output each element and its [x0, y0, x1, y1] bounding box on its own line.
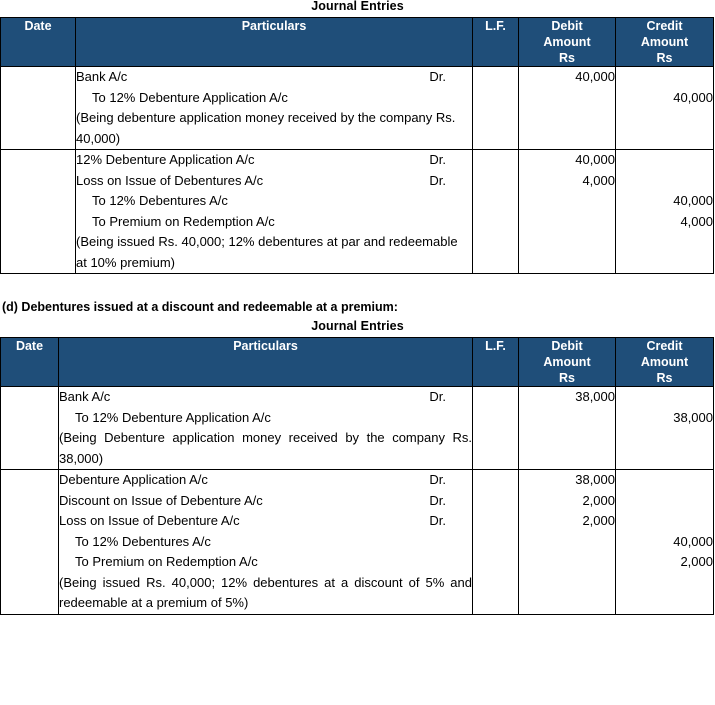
debit-label-line3: Rs: [559, 51, 575, 65]
journal-line: [59, 511, 472, 532]
credit-value: 40,000: [673, 89, 713, 105]
table-row: [1, 387, 714, 470]
debit-value: 38,000: [575, 472, 615, 487]
credit-label-line3: Rs: [656, 371, 673, 385]
debit-value: 40,000: [575, 152, 615, 167]
credit-label-line2: Amount: [640, 355, 689, 369]
cell-lf: [473, 387, 519, 470]
table-2-body: [1, 387, 714, 615]
journal-line: [76, 88, 472, 109]
debit-label-line1: Debit: [551, 339, 583, 353]
credit-label-line2: Amount: [640, 35, 689, 49]
column-header-debit-amount: [519, 338, 616, 387]
cell-lf: [473, 470, 519, 615]
account-name: Loss on Issue of Debenture A/c: [59, 513, 240, 528]
account-name: To 12% Debenture Application A/c: [75, 409, 271, 425]
cell-date: [1, 150, 76, 274]
credit-value: 38,000: [673, 409, 713, 425]
table-row: [1, 150, 714, 274]
debit-label-line2: Amount: [543, 35, 591, 49]
credit-value: 4,000: [680, 213, 713, 229]
credit-label-line3: Rs: [656, 51, 673, 65]
debit-value: 40,000: [575, 69, 615, 84]
account-name: To 12% Debenture Application A/c: [92, 89, 288, 105]
cell-particulars: [76, 150, 473, 274]
narration: (Being issued Rs. 40,000; 12% debentures at a discount of 5% and redeemable at a premium of 5%): [59, 574, 472, 610]
cell-credit-amount: [616, 67, 714, 150]
debit-value: 38,000: [575, 389, 615, 404]
cell-particulars: [59, 470, 473, 615]
debit-value: 2,000: [582, 513, 615, 528]
cell-date: [1, 67, 76, 150]
debit-value: 2,000: [582, 492, 615, 508]
journal-line: [76, 67, 472, 88]
column-header-particulars: Particulars: [76, 18, 473, 67]
dr-marker: Dr.: [429, 69, 446, 84]
cell-debit-amount: [519, 470, 616, 615]
dr-marker: Dr.: [429, 389, 446, 404]
table-2-header-row: [1, 338, 714, 387]
credit-value: 40,000: [673, 533, 713, 549]
dr-marker: Dr.: [429, 172, 446, 188]
account-name: Debenture Application A/c: [59, 472, 208, 487]
debit-label-line2: Amount: [543, 355, 591, 369]
dr-marker: Dr.: [429, 472, 446, 487]
column-header-credit-amount: [616, 18, 714, 67]
account-name: To Premium on Redemption A/c: [75, 554, 258, 569]
account-name: To 12% Debentures A/c: [92, 193, 228, 208]
cell-debit-amount: [519, 387, 616, 470]
journal-entries-title-2: Journal Entries: [311, 319, 404, 333]
journal-line: [59, 532, 472, 553]
narration: (Being debenture application money received by the company Rs. 40,000): [76, 110, 456, 146]
journal-line: [76, 150, 472, 171]
column-header-credit-amount: [616, 338, 714, 387]
cell-credit-amount: [616, 470, 714, 615]
cell-debit-amount: [519, 67, 616, 150]
journal-entries-title-1: Journal Entries: [311, 0, 404, 13]
journal-entries-table-1: [0, 17, 714, 274]
column-header-date: Date: [1, 338, 59, 387]
account-name: To Premium on Redemption A/c: [92, 213, 275, 229]
dr-marker: Dr.: [429, 513, 446, 528]
table-1-header-row: [1, 18, 714, 67]
dr-marker: Dr.: [429, 152, 446, 167]
section-heading-d: (d) Debentures issued at a discount and redeemable at a premium:: [2, 300, 398, 314]
cell-date: [1, 470, 59, 615]
journal-entries-table-2: [0, 337, 714, 615]
column-header-lf: L.F.: [473, 18, 519, 67]
cell-particulars: [59, 387, 473, 470]
debit-value: 4,000: [582, 172, 615, 188]
account-name: To 12% Debentures A/c: [75, 533, 211, 549]
cell-lf: [473, 150, 519, 274]
cell-credit-amount: [616, 150, 714, 274]
credit-value: 2,000: [680, 554, 713, 569]
column-header-debit-amount: [519, 18, 616, 67]
journal-line: [59, 491, 472, 512]
journal-line: [76, 212, 472, 233]
credit-value: 40,000: [673, 193, 713, 208]
column-header-particulars: Particulars: [59, 338, 473, 387]
debit-label-line1: Debit: [551, 19, 583, 33]
debit-label-line3: Rs: [559, 371, 575, 385]
dr-marker: Dr.: [429, 492, 446, 508]
account-name: Bank A/c: [59, 389, 111, 404]
journal-line: [59, 552, 472, 573]
table-1-body: [1, 67, 714, 274]
table-row: [1, 470, 714, 615]
journal-line: [59, 408, 472, 429]
column-header-lf: L.F.: [473, 338, 519, 387]
journal-line: [76, 191, 472, 212]
cell-lf: [473, 67, 519, 150]
journal-line: [59, 470, 472, 491]
journal-line: [76, 171, 472, 192]
credit-label-line1: Credit: [646, 339, 683, 353]
narration: (Being Debenture application money received by the company Rs. 38,000): [59, 430, 472, 466]
account-name: Loss on Issue of Debentures A/c: [76, 172, 264, 188]
account-name: Bank A/c: [76, 69, 128, 84]
cell-date: [1, 387, 59, 470]
journal-line: [59, 387, 472, 408]
credit-label-line1: Credit: [646, 19, 683, 33]
cell-debit-amount: [519, 150, 616, 274]
cell-particulars: [76, 67, 473, 150]
cell-credit-amount: [616, 387, 714, 470]
account-name: 12% Debenture Application A/c: [76, 152, 255, 167]
column-header-date: Date: [1, 18, 76, 67]
narration: (Being issued Rs. 40,000; 12% debentures at par and redeemable at 10% premium): [76, 234, 458, 270]
account-name: Discount on Issue of Debenture A/c: [59, 492, 263, 508]
table-row: [1, 67, 714, 150]
